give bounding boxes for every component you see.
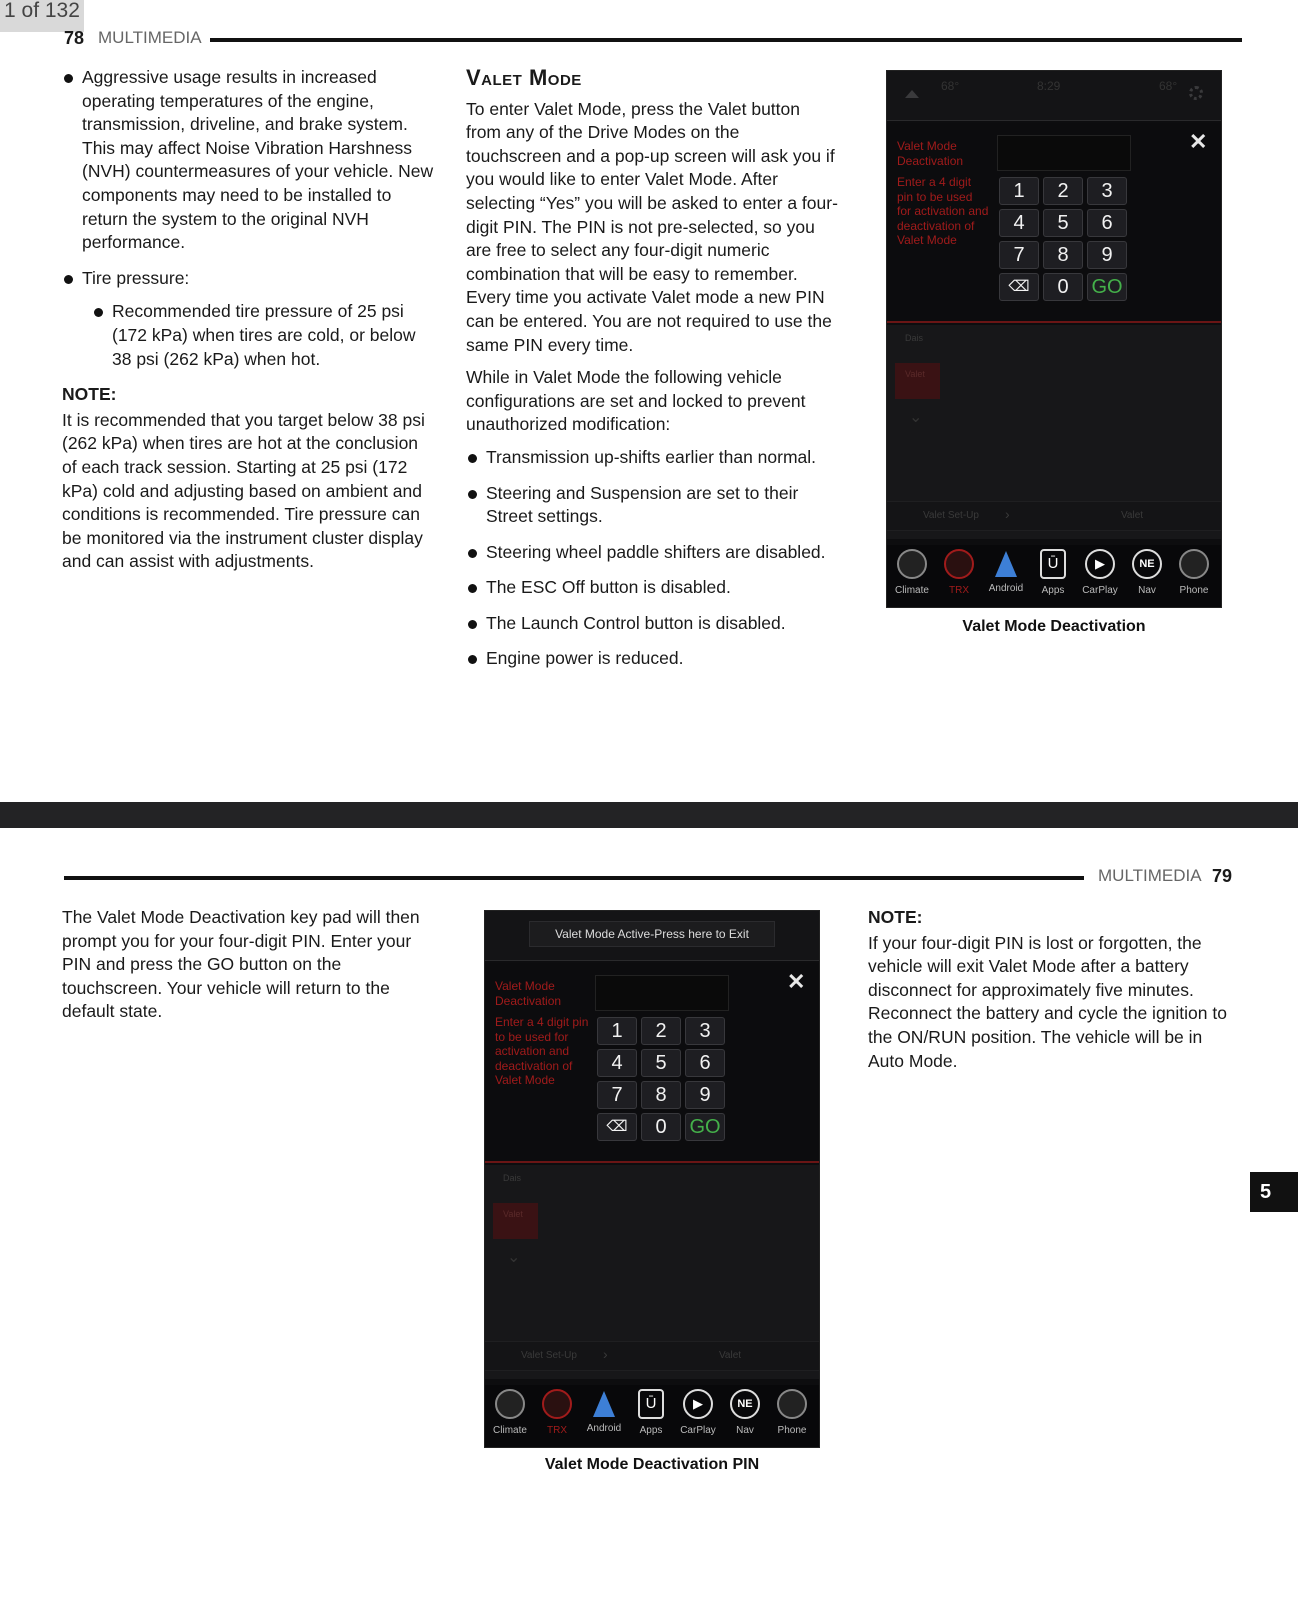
go-button[interactable]: GO [685, 1113, 725, 1141]
dock-android[interactable]: Android [983, 549, 1029, 594]
dock-phone[interactable]: Phone [1171, 549, 1217, 596]
sub-bullet-list [92, 300, 434, 371]
key-2[interactable]: 2 [1043, 177, 1083, 205]
dock-trx[interactable]: TRX [534, 1389, 580, 1436]
popup-instructions: Enter a 4 digit pin to be used for activation and deactivation of Valet Mode [495, 1015, 589, 1087]
phone-signal-icon [777, 1389, 807, 1419]
dock-apps[interactable]: Ū Apps [628, 1389, 674, 1436]
page-counter: 1 of 132 [0, 0, 84, 32]
valet-popup [887, 123, 1221, 323]
go-button[interactable]: GO [1087, 273, 1127, 301]
pin-display [997, 135, 1131, 171]
valet-bullet: Transmission up-shifts earlier than normal. [466, 446, 838, 470]
key-5[interactable]: 5 [1043, 209, 1083, 237]
setup-label[interactable]: Valet Set-Up [521, 1350, 577, 1361]
menu-item-selected[interactable]: Valet [493, 1203, 538, 1239]
key-6[interactable]: 6 [685, 1049, 725, 1077]
dock-phone[interactable]: Phone [769, 1389, 815, 1436]
key-8[interactable]: 8 [1043, 241, 1083, 269]
note-text: If your four-digit PIN is lost or forgotten, the vehicle will exit Valet Mode after a battery disconnect for approximately five minutes. Reconnect the battery and cycle the ignition to the ON/RUN position. The vehicle will be in Auto Mode. [868, 932, 1227, 1071]
chevron-down-icon[interactable]: ⌄ [909, 409, 923, 426]
pin-display [595, 975, 729, 1011]
trx-icon [944, 549, 974, 579]
page-header-78 [64, 26, 1242, 54]
bullet-tire-pressure [62, 267, 434, 371]
page-header-79 [64, 864, 1242, 892]
key-3[interactable]: 3 [1087, 177, 1127, 205]
chevron-right-icon[interactable]: › [1005, 506, 1010, 522]
screenshot-valet-pin [484, 910, 820, 1448]
gear-icon[interactable] [1189, 86, 1203, 100]
close-icon[interactable]: ✕ [787, 969, 806, 994]
menu-item-selected[interactable]: Valet [895, 363, 940, 399]
temp-right: 68° [1159, 79, 1178, 93]
right-column-79 [868, 906, 1240, 1082]
status-bar [887, 71, 1221, 121]
key-2[interactable]: 2 [641, 1017, 681, 1045]
key-0[interactable]: 0 [641, 1113, 681, 1141]
deactivation-para: The Valet Mode Deactivation key pad will then prompt you for your four-digit PIN. Enter your PIN and press the GO button on the touchscreen. Your vehicle will return to the default state. [62, 907, 420, 1022]
valet-bullet: The ESC Off button is disabled. [466, 576, 838, 600]
section-label: MULTIMEDIA [98, 28, 202, 47]
bullet-nvh: Aggressive usage results in increased operating temperatures of the engine, transmission, driveline, and brake system. This may affect Noise Vibration Harshness (NVH) countermeasures of your vehicle. New components may need to be installed to return the system to the original NVH performance. [62, 66, 434, 255]
setup-right[interactable]: Valet [1121, 510, 1144, 521]
valet-bullet: Engine power is reduced. [466, 647, 838, 671]
key-4[interactable]: 4 [999, 209, 1039, 237]
valet-bullet: The Launch Control button is disabled. [466, 612, 838, 636]
drive-mode-panel [485, 1165, 819, 1379]
section-label: MULTIMEDIA [1098, 866, 1202, 885]
left-column-79 [62, 906, 434, 1033]
key-6[interactable]: 6 [1087, 209, 1127, 237]
valet-bullet: Steering wheel paddle shifters are disabled. [466, 541, 838, 565]
dock-android[interactable]: Android [581, 1389, 627, 1434]
backspace-key[interactable]: ⌫ [999, 273, 1039, 301]
compass-icon: NE [1132, 549, 1162, 579]
key-1[interactable]: 1 [597, 1017, 637, 1045]
dock-climate[interactable]: Climate [889, 549, 935, 596]
chapter-tab: 5 [1250, 1172, 1298, 1212]
key-9[interactable]: 9 [685, 1081, 725, 1109]
dock-nav[interactable]: NE Nav [1124, 549, 1170, 596]
header-rule [210, 38, 1242, 42]
key-1[interactable]: 1 [999, 177, 1039, 205]
page-separator [0, 802, 1298, 828]
screenshot-valet-deactivation [886, 70, 1222, 608]
menu-item[interactable]: Dais [905, 333, 924, 343]
compass-icon: NE [730, 1389, 760, 1419]
backspace-key[interactable]: ⌫ [597, 1113, 637, 1141]
dock-nav[interactable]: NE Nav [722, 1389, 768, 1436]
carplay-icon: ▶ [683, 1389, 713, 1419]
popup-title: Valet Mode Deactivation [897, 139, 964, 168]
popup-title: Valet Mode Deactivation [495, 979, 562, 1008]
app-dock [485, 1385, 819, 1447]
apps-icon: Ū [1040, 549, 1066, 579]
bullet-list [62, 66, 434, 371]
figure-caption: Valet Mode Deactivation [962, 618, 1146, 635]
valet-intro: To enter Valet Mode, press the Valet button from any of the Drive Modes on the touchscreen and a pop-up screen will ask you if you would like to enter Valet Mode. After selecting “Yes” you will be asked to enter a four-digit PIN. The PIN is not pre-selected, so you are free to select any four-digit numeric combination that will be easy to remember. Every time you activate Valet mode a new PIN can be entered. You are not required to use the same PIN every time. [466, 98, 838, 355]
temp-left: 68° [941, 79, 960, 93]
valet-bullet: Steering and Suspension are set to their Street settings. [466, 482, 838, 529]
dock-carplay[interactable]: ▶ CarPlay [1077, 549, 1123, 596]
dock-apps[interactable]: Ū Apps [1030, 549, 1076, 596]
setup-right[interactable]: Valet [719, 1350, 742, 1361]
valet-config-intro: While in Valet Mode the following vehicle configurations are set and locked to prevent unauthorized modification: [466, 367, 806, 435]
chevron-down-icon[interactable]: ⌄ [507, 1249, 521, 1266]
dock-carplay[interactable]: ▶ CarPlay [675, 1389, 721, 1436]
chevron-right-icon[interactable]: › [603, 1346, 608, 1362]
left-column [62, 66, 434, 583]
setup-bar [485, 1341, 819, 1371]
section-title: Valet Mode [466, 65, 582, 90]
climate-icon [495, 1389, 525, 1419]
keypad [597, 1017, 725, 1141]
key-7[interactable]: 7 [597, 1081, 637, 1109]
key-9[interactable]: 9 [1087, 241, 1127, 269]
close-icon[interactable]: ✕ [1189, 129, 1208, 154]
setup-label[interactable]: Valet Set-Up [923, 510, 979, 521]
note-heading: NOTE: [868, 907, 923, 927]
status-bar [485, 911, 819, 961]
key-5[interactable]: 5 [641, 1049, 681, 1077]
keypad [999, 177, 1127, 301]
valet-active-bar[interactable]: Valet Mode Active-Press here to Exit [529, 921, 775, 947]
note-heading: NOTE: [62, 384, 117, 405]
figure-caption: Valet Mode Deactivation PIN [544, 1456, 760, 1473]
android-auto-icon [593, 1391, 615, 1417]
page-number: 79 [1211, 866, 1232, 886]
home-icon[interactable] [905, 86, 919, 98]
drive-mode-panel [887, 325, 1221, 539]
bullet-tire-label: Tire pressure: [82, 267, 190, 288]
valet-bullets [466, 446, 838, 671]
apps-icon: Ū [638, 1389, 664, 1419]
note-text: It is recommended that you target below 38 psi (262 kPa) when tires are hot at the conclusion of each track session. Starting at 25 psi (172 kPa) cold and adjusting based on ambient and conditions is recommended. Tire pressure can be monitored via the instrument cluster display and can assist with adjustments. [62, 409, 425, 572]
climate-icon [897, 549, 927, 579]
key-7[interactable]: 7 [999, 241, 1039, 269]
key-8[interactable]: 8 [641, 1081, 681, 1109]
key-4[interactable]: 4 [597, 1049, 637, 1077]
key-3[interactable]: 3 [685, 1017, 725, 1045]
valet-popup [485, 963, 819, 1163]
dock-trx[interactable]: TRX [936, 549, 982, 596]
sub-bullet-pressure: Recommended tire pressure of 25 psi (172 kPa) when tires are cold, or below 38 psi (262 kPa) when hot. [92, 300, 434, 371]
phone-signal-icon [1179, 549, 1209, 579]
android-auto-icon [995, 551, 1017, 577]
middle-column [466, 66, 838, 683]
clock: 8:29 [1037, 79, 1061, 93]
page-number: 78 [64, 28, 85, 48]
trx-icon [542, 1389, 572, 1419]
key-0[interactable]: 0 [1043, 273, 1083, 301]
popup-instructions: Enter a 4 digit pin to be used for activation and deactivation of Valet Mode [897, 175, 989, 247]
app-dock [887, 545, 1221, 607]
dock-climate[interactable]: Climate [487, 1389, 533, 1436]
setup-bar [887, 501, 1221, 531]
carplay-icon: ▶ [1085, 549, 1115, 579]
header-rule [64, 876, 1084, 880]
menu-item[interactable]: Dais [503, 1173, 522, 1183]
